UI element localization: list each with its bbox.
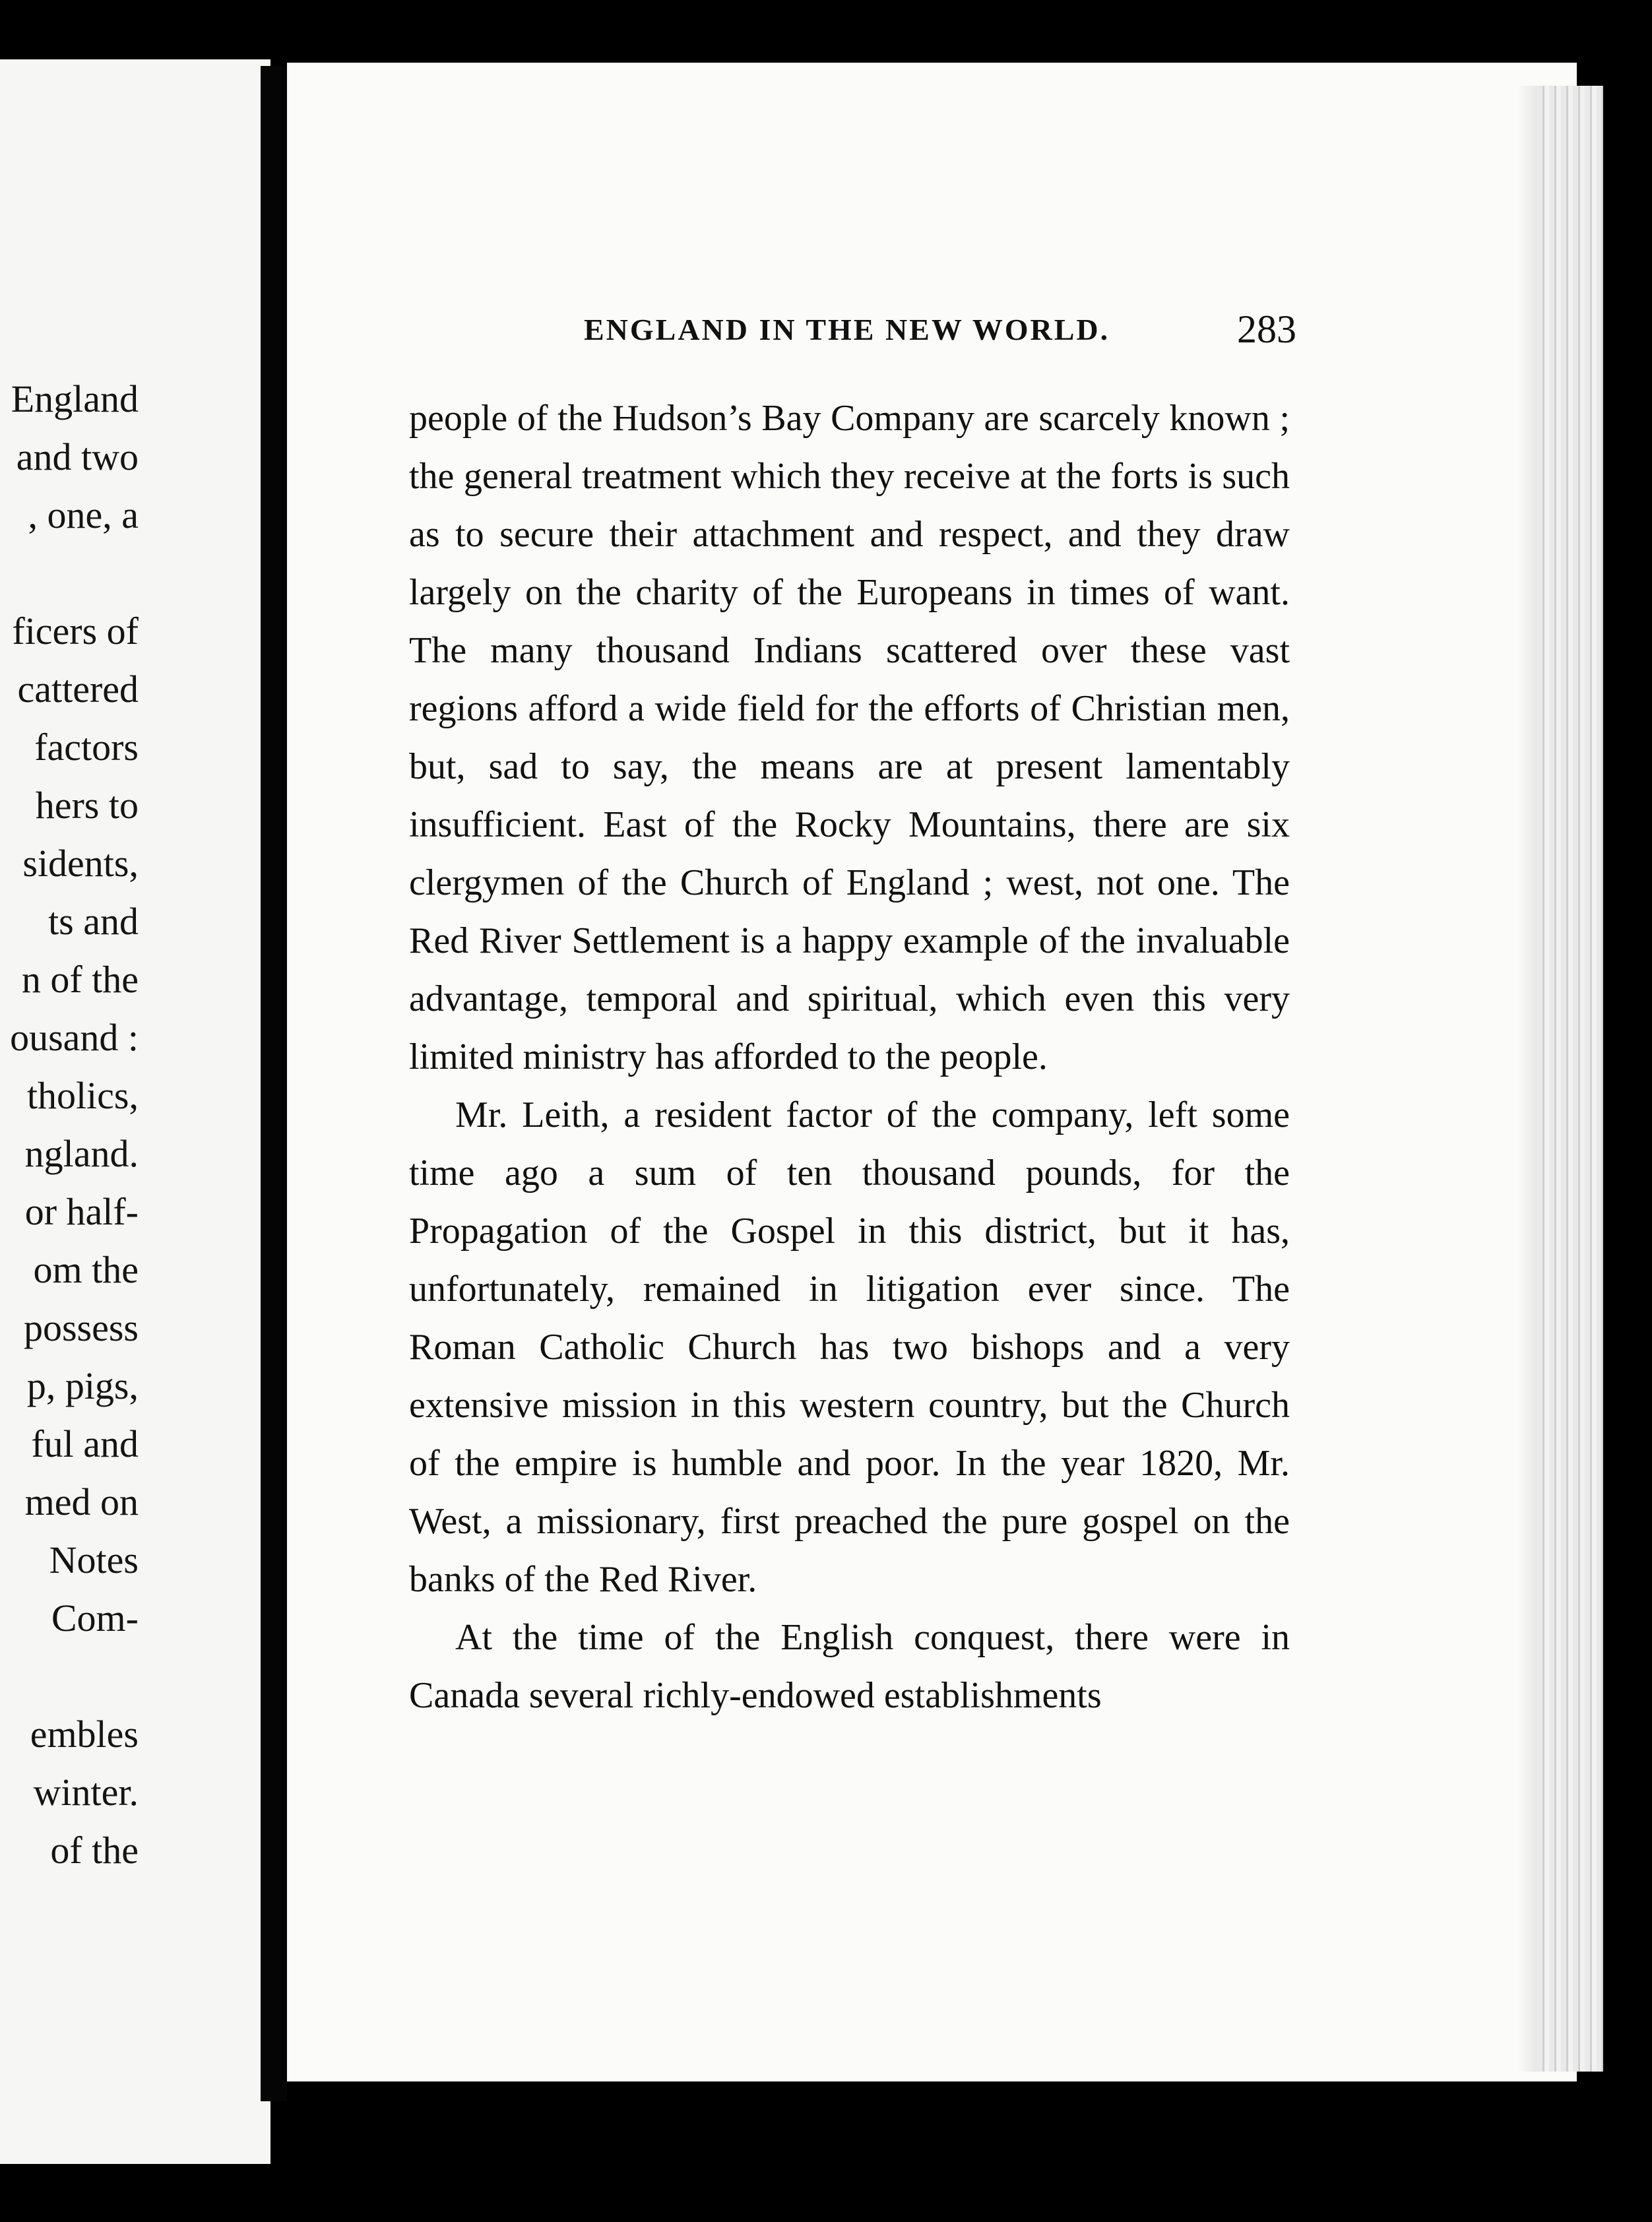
- left-page-line: winter.: [33, 1771, 139, 1814]
- left-page-line: or half-: [24, 1190, 139, 1233]
- left-page-line: ful and: [31, 1422, 139, 1465]
- left-page-line: ousand :: [10, 1016, 139, 1059]
- left-page-line: Notes: [49, 1539, 139, 1581]
- left-page-line: sidents,: [22, 842, 139, 885]
- left-page-line: cattered: [17, 668, 139, 711]
- page-edge-shadow: [1517, 86, 1537, 2072]
- left-page-line: hers to: [35, 784, 139, 827]
- paragraph: Mr. Leith, a resident factor of the company, left some time ago a sum of ten thousand pounds, for the Propagation of the Gospel in this district, but it has, unfortunately, remained in litigation ever since. The Roman Catholic Church has two bishops and a very extensive mission in this western country, but the Church of the empire is humble and poor. In the year 1820, Mr. West, a missionary, first preached the pure gospel on the banks of the Red River.: [409, 1095, 1290, 1600]
- left-page-line: of the: [50, 1829, 139, 1872]
- left-facing-page: [0, 59, 270, 2164]
- left-page-line: om the: [33, 1248, 139, 1291]
- left-page-line: p, pigs,: [26, 1364, 139, 1407]
- left-page-line: factors: [34, 726, 139, 769]
- left-page-line: embles: [30, 1713, 139, 1756]
- paragraph: people of the Hudson’s Bay Company are scarcely known ; the general treatment which they receive at the forts is such as to secure their attachment and respect, and they draw largely on the charity of the Europeans in times of want. The many thousand Indians scattered over these vast regions afford a wide field for the efforts of Christian men, but, sad to say, the means are at present lamentably insufficient. East of the Rocky Mountains, there are six clergymen of the Church of England ; west, not one. The Red River Settlement is a happy example of the invaluable advantage, temporal and spiritual, which even this very limited ministry has afforded to the people.: [409, 398, 1290, 1077]
- book-gutter: [261, 66, 287, 2101]
- running-title: ENGLAND IN THE NEW WORLD.: [584, 313, 1110, 346]
- page-number: 283: [1237, 307, 1296, 351]
- left-page-line: med on: [24, 1480, 139, 1523]
- left-page-line: ficers of: [12, 610, 139, 652]
- left-page-line: n of the: [21, 958, 139, 1001]
- left-page-line: ts and: [48, 900, 139, 943]
- left-page-line: possess: [23, 1306, 139, 1349]
- paragraph: At the time of the English conquest, there were in Canada several richly-endowed establishments: [409, 1617, 1290, 1716]
- page-body: [409, 389, 1290, 1725]
- left-page-line: tholics,: [26, 1074, 139, 1117]
- left-page-line: ngland.: [24, 1132, 139, 1175]
- left-page-line: , one, a: [28, 493, 139, 536]
- left-page-line: England: [11, 377, 139, 420]
- running-header: [584, 307, 1296, 353]
- page-edges: [1537, 86, 1603, 2072]
- left-page-line: and two: [16, 435, 139, 478]
- left-page-line: Com-: [51, 1597, 139, 1639]
